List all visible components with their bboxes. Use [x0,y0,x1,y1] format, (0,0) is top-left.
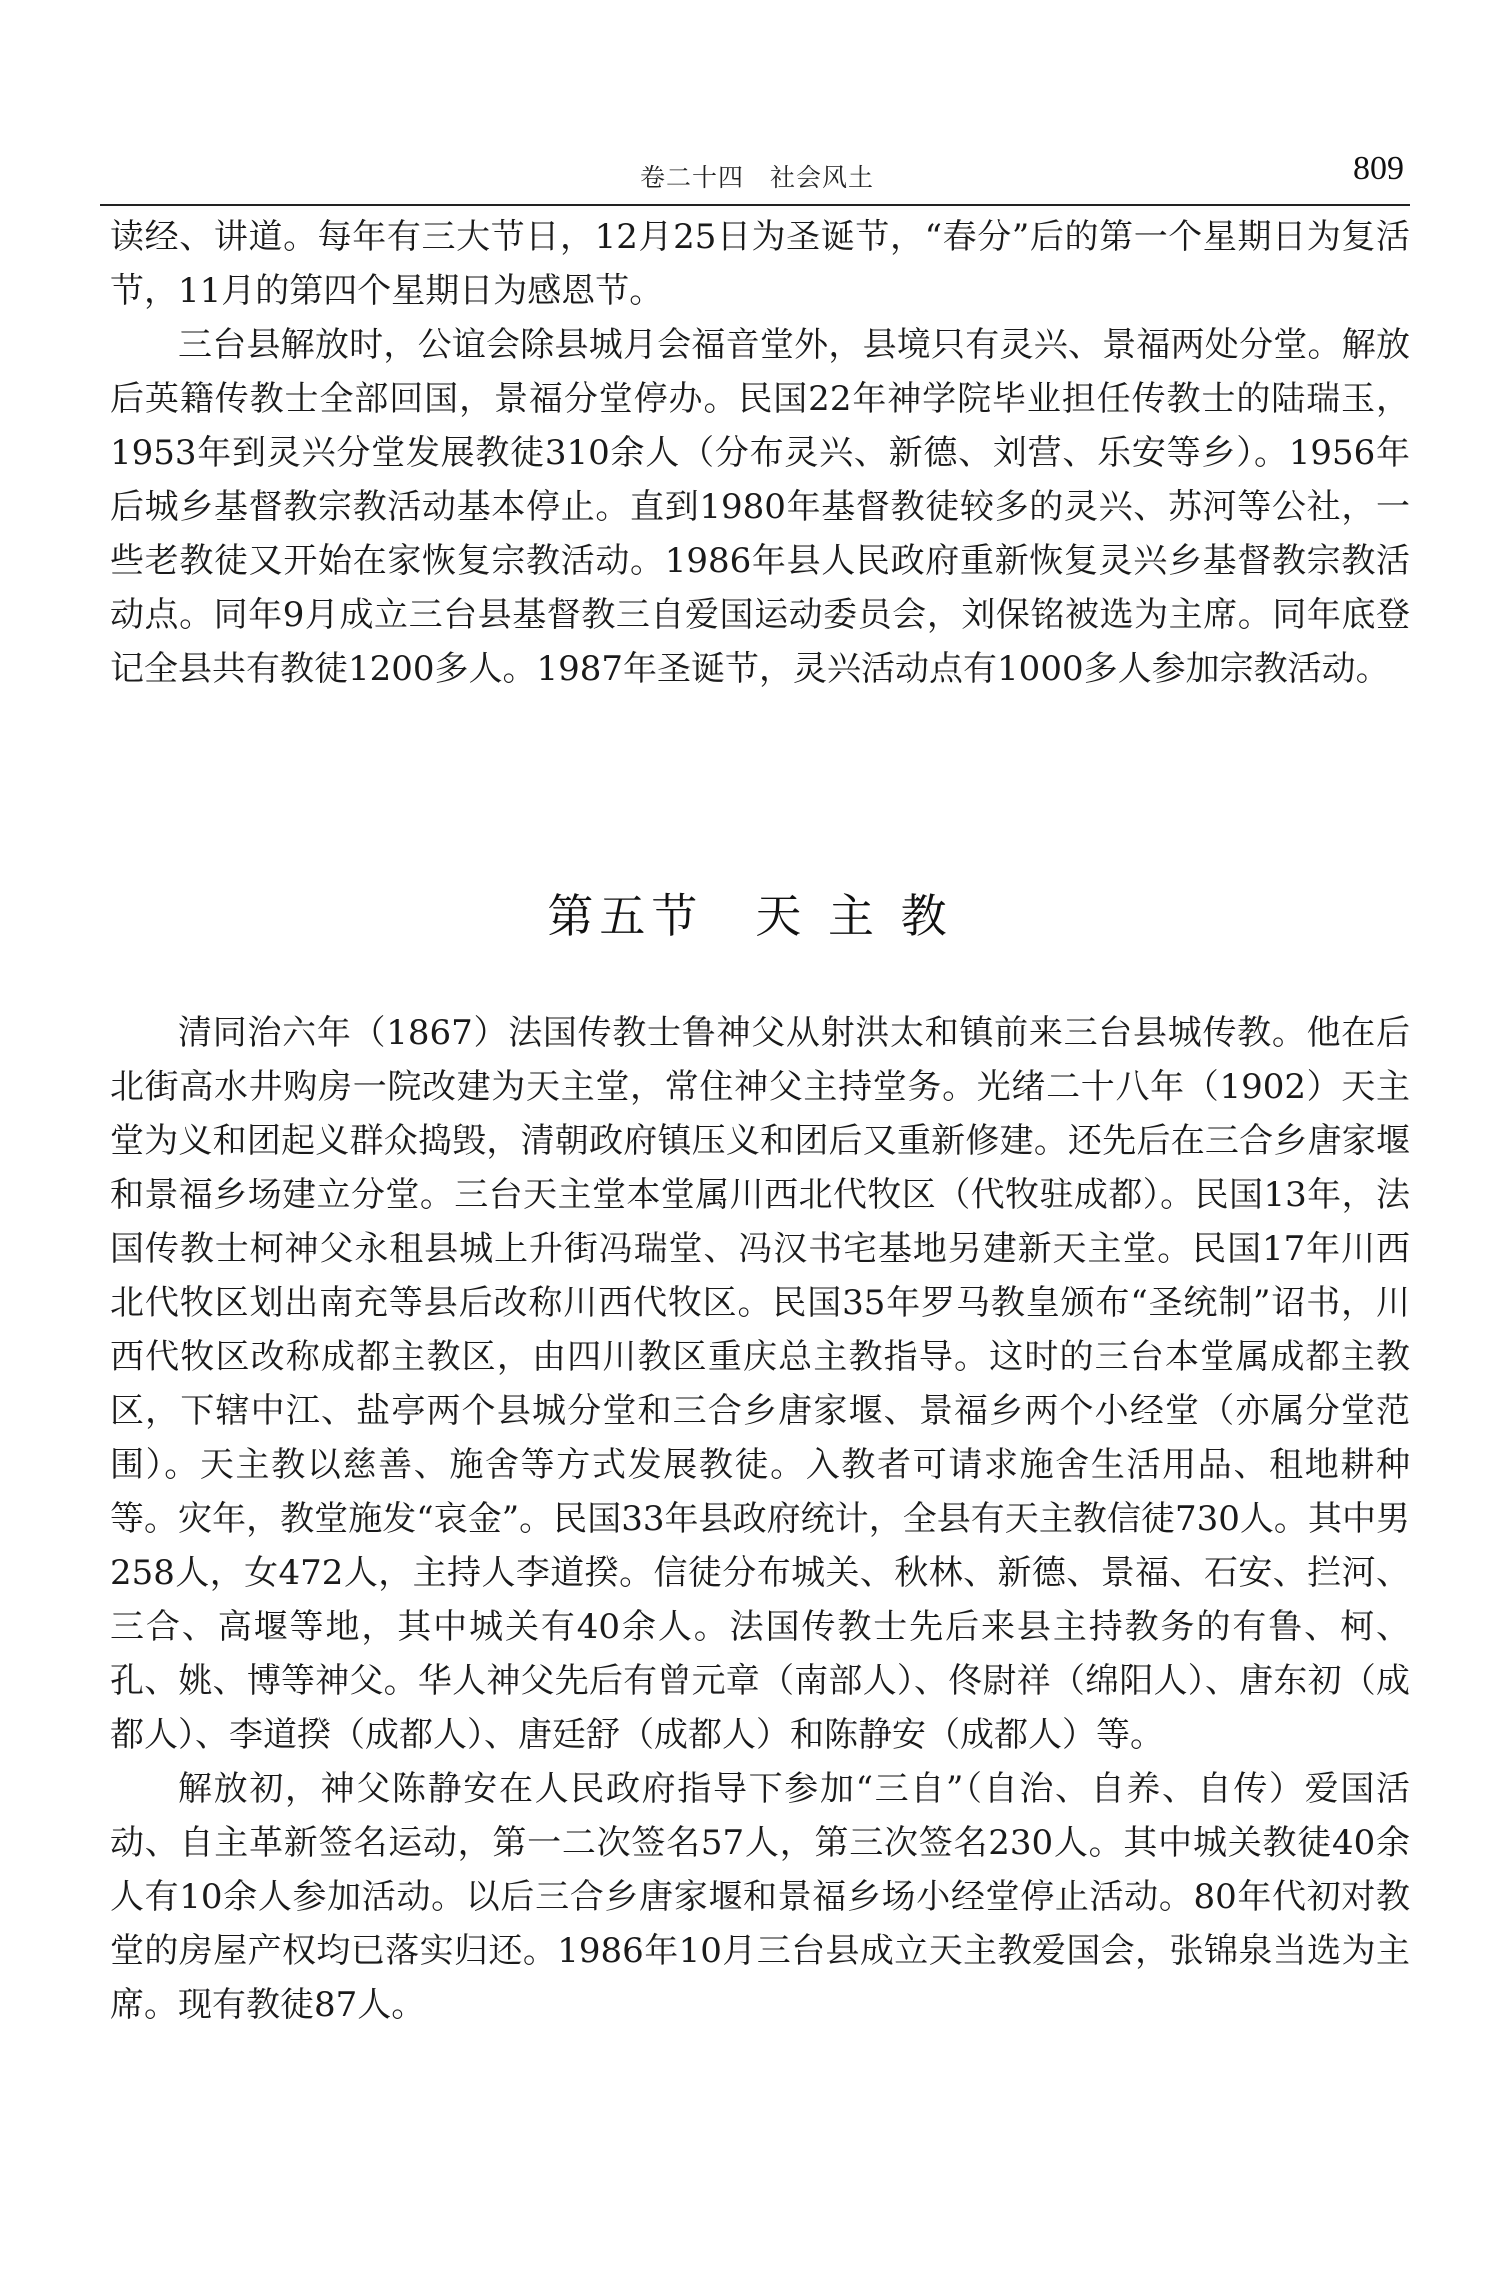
paragraph: 三台县解放时，公谊会除县城月会福音堂外，县境只有灵兴、景福两处分堂。解放后英籍传教士全部回国，景福分堂停办。民国22年神学院毕业担任传教士的陆瑞玉，1953年到灵兴分堂发展教徒310余人（分布灵兴、新德、刘营、乐安等乡）。1956年后城乡基督教宗教活动基本停止。直到1980年基督教徒较多的灵兴、苏河等公社，一些老教徒又开始在家恢复宗教活动。1986年县人民政府重新恢复灵兴乡基督教宗教活动点。同年9月成立三台县基督教三自爱国运动委员会，刘保铭被选为主席。同年底登记全县共有教徒1200多人。1987年圣诞节，灵兴活动点有1000多人参加宗教活动。 [110,325,1410,689]
page-number: 809 [1353,150,1404,187]
header-rule [100,204,1410,206]
protestant-section-continuation [110,210,1410,696]
section-heading: 第五节 天 主 教 [547,889,953,943]
paragraph: 读经、讲道。每年有三大节日，12月25日为圣诞节，“春分”后的第一个星期日为复活节，11月的第四个星期日为感恩节。 [110,217,1410,311]
paragraph: 解放初，神父陈静安在人民政府指导下参加“三自”（自治、自养、自传）爱国活动、自主革新签名运动，第一二次签名57人，第三次签名230人。其中城关教徒40余人有10余人参加活动。以后三合乡唐家堰和景福乡场小经堂停止活动。80年代初对教堂的房屋产权均已落实归还。1986年10月三台县成立天主教爱国会，张锦泉当选为主席。现有教徒87人。 [110,1769,1410,2025]
chapter-title: 卷二十四 社会风土 [640,163,875,192]
running-header [100,150,1410,200]
catholic-section-body [110,1006,1410,2032]
paragraph: 清同治六年（1867）法国传教士鲁神父从射洪太和镇前来三台县城传教。他在后北街高水井购房一院改建为天主堂，常住神父主持堂务。光绪二十八年（1902）天主堂为义和团起义群众捣毁，清朝政府镇压义和团后又重新修建。还先后在三合乡唐家堰和景福乡场建立分堂。三台天主堂本堂属川西北代牧区（代牧驻成都）。民国13年，法国传教士柯神父永租县城上升街冯瑞堂、冯汉书宅基地另建新天主堂。民国17年川西北代牧区划出南充等县后改称川西代牧区。民国35年罗马教皇颁布“圣统制”诏书，川西代牧区改称成都主教区，由四川教区重庆总主教指导。这时的三台本堂属成都主教区，下辖中江、盐亭两个县城分堂和三合乡唐家堰、景福乡两个小经堂（亦属分堂范围）。天主教以慈善、施舍等方式发展教徒。入教者可请求施舍生活用品、租地耕种等。灾年，教堂施发“哀金”。民国33年县政府统计，全县有天主教信徒730人。其中男258人，女472人，主持人李道揆。信徒分布城关、秋林、新德、景福、石安、拦河、三合、高堰等地，其中城关有40余人。法国传教士先后来县主持教务的有鲁、柯、孔、姚、博等神父。华人神父先后有曾元章（南部人）、佟尉祥（绵阳人）、唐东初（成都人）、李道揆（成都人）、唐廷舒（成都人）和陈静安（成都人）等。 [110,1013,1410,1755]
